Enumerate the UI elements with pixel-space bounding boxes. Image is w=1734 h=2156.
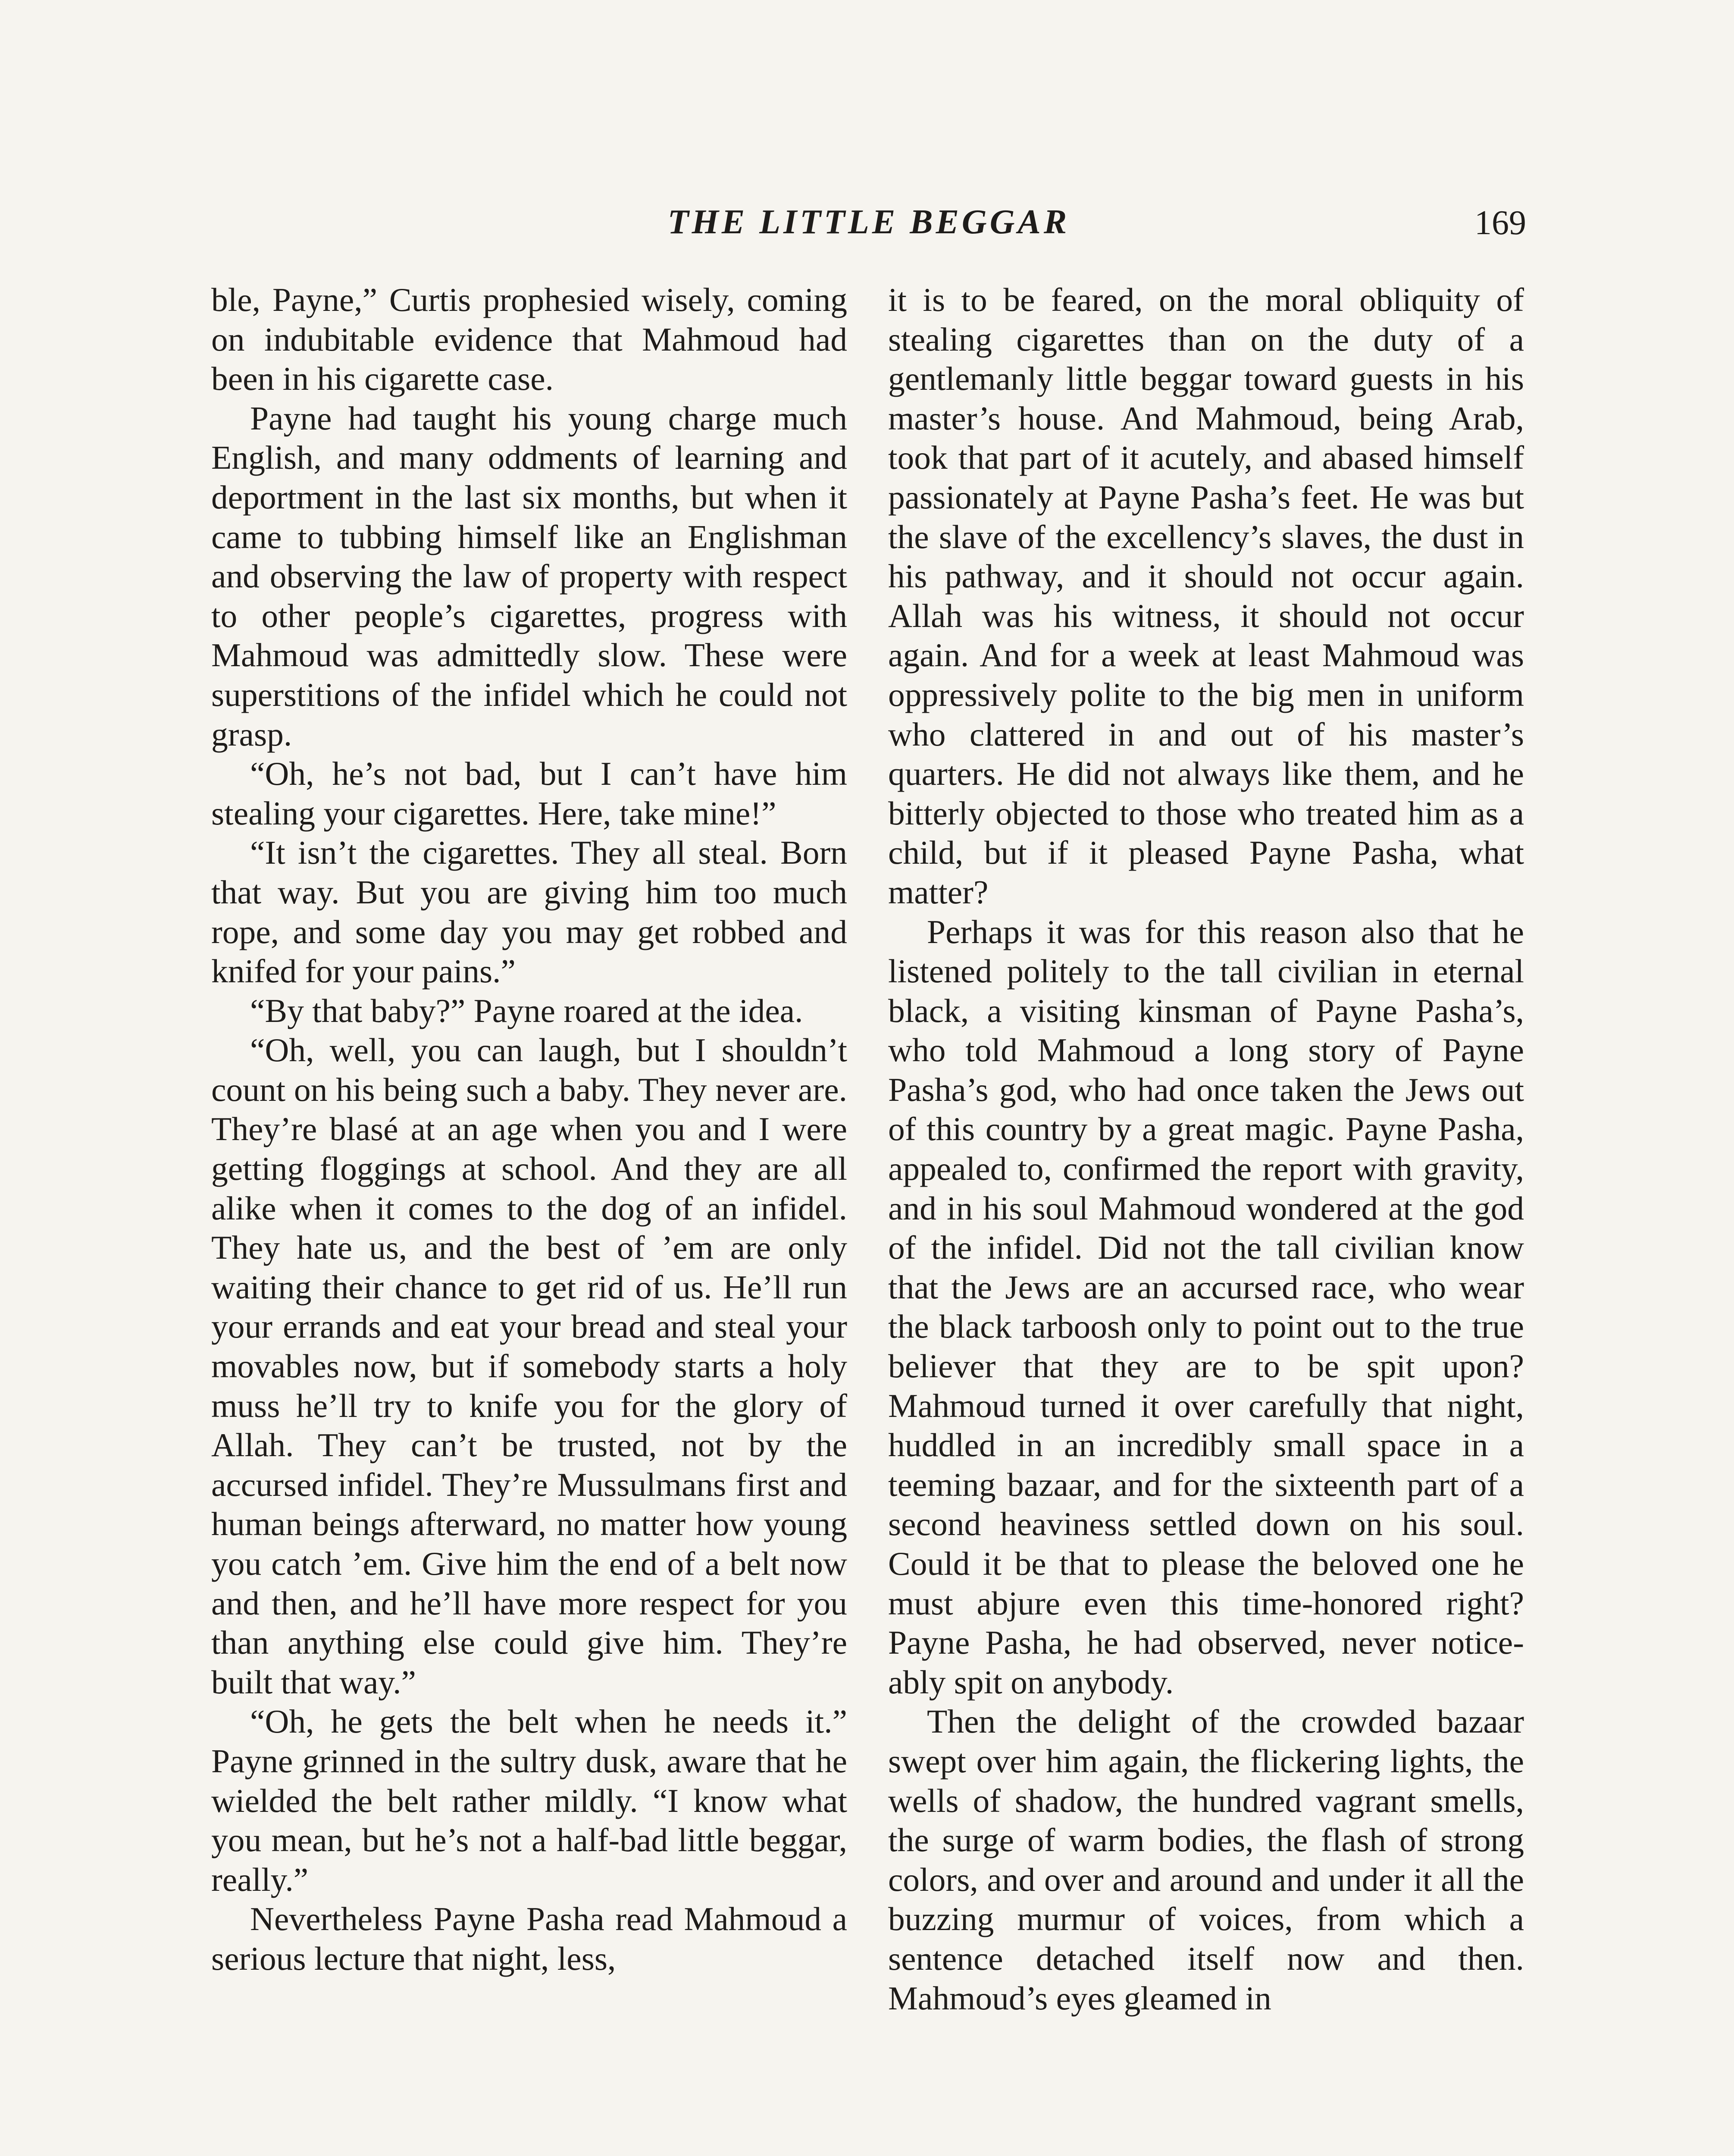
paragraph: “It isn’t the cigarettes. They all steal. Born that way. But you are giving him too much rope, and some day you may get robbed and knifed for your pains.” — [211, 834, 847, 990]
paragraph: Payne had taught his young charge much English, and many oddments of learning and deportment in the last six months, but when it came to tubbing himself like an Englishman and observing the law of property with respect to other people’s cigarettes, progress with Mahmoud was admittedly slow. These were superstitions of the infidel which he could not grasp. — [211, 399, 847, 753]
paragraph: Nevertheless Payne Pasha read Mahmoud a serious lecture that night, less, — [211, 1900, 847, 1977]
page-header — [211, 203, 1526, 263]
left-text-column — [211, 280, 847, 1979]
paragraph: ble, Payne,” Curtis prophesied wisely, coming on indubitable evidence that Mahmoud had been in his cigarette case. — [211, 281, 847, 398]
paragraph: “Oh, he gets the belt when he needs it.” Payne grinned in the sultry dusk, aware that he wielded the belt rather mildly. “I know what you mean, but he’s not a half-bad little beggar, really.” — [211, 1703, 847, 1898]
paragraph: it is to be feared, on the moral obliquity of stealing cigarettes than on the duty of a gentlemanly little beggar toward guests in his master’s house. And Mahmoud, being Arab, took that part of it acutely, and abased himself passionately at Payne Pasha’s feet. He was but the slave of the excellency’s slaves, the dust in his pathway, and it should not occur again. Allah was his witness, it should not occur again. And for a week at least Mahmoud was oppressively polite to the big men in uniform who clattered in and out of his master’s quarters. He did not always like them, and he bitterly objected to those who treated him as a child, but if it pleased Payne Pasha, what matter? — [888, 281, 1524, 911]
paragraph: “By that baby?” Payne roared at the idea. — [250, 992, 803, 1029]
paragraph: “Oh, he’s not bad, but I can’t have him stealing your cigarettes. Here, take mine!” — [211, 755, 847, 832]
right-text-column — [888, 280, 1524, 2018]
paragraph: “Oh, well, you can laugh, but I shouldn’t count on his being such a baby. They never are. They’re blasé at an age when you and I were getting floggings at school. And they are all alike when it comes to the dog of an infidel. They hate us, and the best of ’em are only waiting their chance to get rid of us. He’ll run your errands and eat your bread and steal your movables now, but if somebody starts a holy muss he’ll try to knife you for the glory of Allah. They can’t be trusted, not by the accursed infidel. They’re Mussulmans first and human beings afterward, no matter how young you catch ’em. Give him the end of a belt now and then, and he’ll have more respect for you than anything else could give him. They’re built that way.” — [211, 1031, 847, 1701]
paragraph: Perhaps it was for this reason also that he listened politely to the tall civilian in eternal black, a visiting kinsman of Payne Pasha’s, who told Mahmoud a long story of Payne Pasha’s god, who had once taken the Jews out of this country by a great magic. Payne Pasha, appealed to, confirmed the report with gravity, and in his soul Mahmoud wondered at the god of the infidel. Did not the tall civilian know that the Jews are an accursed race, who wear the black tarboosh only to point out to the true believer that they are to be spit upon? Mahmoud turned it over carefully that night, huddled in an incredibly small space in a teeming bazaar, and for the sixteenth part of a second heaviness settled down on his soul. Could it be that to please the beloved one he must abjure even this time-honored right? Payne Pasha, he had observed, never noticeably spit on anybody. — [888, 913, 1524, 1701]
page-number: 169 — [1474, 204, 1526, 242]
running-title: THE LITTLE BEGGAR — [667, 203, 1070, 241]
paragraph: Then the delight of the crowded bazaar swept over him again, the flickering lights, the wells of shadow, the hundred vagrant smells, the surge of warm bodies, the flash of strong colors, and over and around and under it all the buzzing murmur of voices, from which a sentence detached itself now and then. Mahmoud’s eyes gleamed in — [888, 1703, 1524, 2017]
